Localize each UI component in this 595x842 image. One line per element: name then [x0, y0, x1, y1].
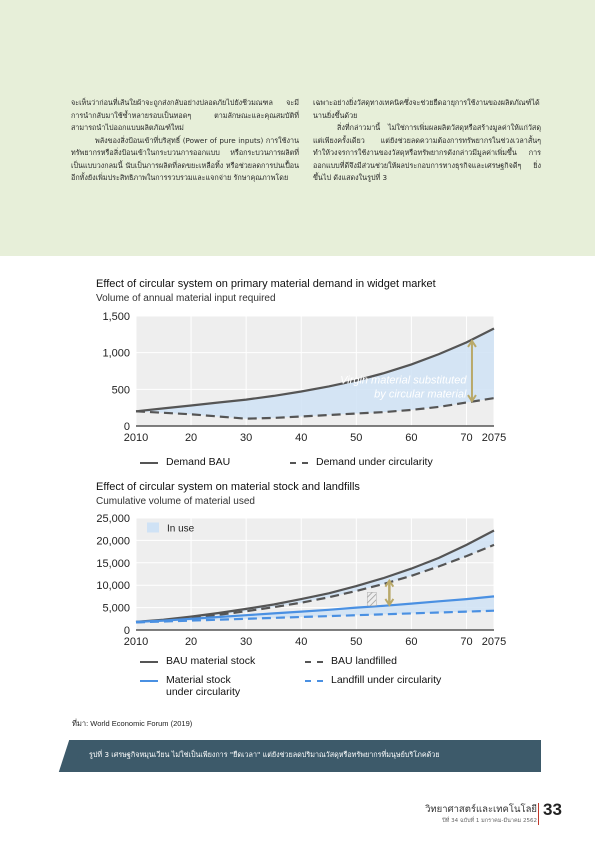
hatched-marker — [367, 592, 376, 605]
legend-swatch — [140, 661, 158, 663]
legend-swatch — [140, 680, 158, 682]
legend-label: BAU material stock — [166, 655, 256, 667]
x-tick-label: 40 — [295, 432, 308, 444]
chart2 — [90, 512, 510, 652]
legend-label: BAU landfilled — [331, 655, 397, 667]
x-tick-label: 20 — [184, 636, 198, 648]
legend-swatch — [147, 522, 159, 532]
x-tick-label: 2010 — [123, 432, 149, 444]
y-tick-label: 0 — [123, 625, 130, 637]
legend-label: Demand under circularity — [316, 456, 433, 468]
chart2-title: Effect of circular system on material stock and landfills — [96, 481, 360, 493]
legend-swatch — [305, 680, 323, 682]
figure-caption: รูปที่ 3 เศรษฐกิจหมุนเวียน ไม่ใช่เป็นเพียงการ "ยืดเวลา" แต่ยังช่วยลดปริมาณวัสดุหรือทรัพยากรที่มนุษย์บริโภคด้วย — [89, 750, 440, 759]
paragraph: จะเห็นว่าก่อนที่เส้นใยผ้าจะถูกส่งกลับอย่างปลอดภัยไปยังชีวมณฑล จะมีการนำกลับมาใช้ซ้ำหลายรอบเป็นทอดๆ ตามลักษณะและคุณสมบัติที่สามารถนำไปออกแบบผลิตภัณฑ์ใหม่ — [71, 98, 299, 132]
x-tick-label: 60 — [405, 636, 418, 648]
x-tick-label: 70 — [460, 432, 473, 444]
page-footer — [425, 802, 537, 825]
paragraph: พลังของสิ่งป้อนเข้าที่บริสุทธิ์ (Power of pure inputs) การใช้งานทรัพยากรหรือสิ่งป้อนเข้าในกระบวนการออกแบบ หรือกระบวนการผลิตที่เป็นแบบวงกลมนี้ นับเป็นการผลิตที่ลดขยะเหลือทิ้ง หรือช่วยลดการปนเปื้อน อีกทั้งยังเพิ่มประสิทธิภาพในการรวบรวมและแจกจ่าย รักษาคุณภาพโดย — [71, 135, 299, 182]
x-tick-label: 30 — [240, 432, 253, 444]
x-tick-label: 40 — [295, 636, 308, 648]
y-tick-label: 25,000 — [96, 513, 130, 525]
legend-swatch — [290, 462, 308, 464]
caption-tab — [59, 740, 83, 772]
chart1-legend — [140, 456, 500, 472]
x-tick-label: 2075 — [481, 636, 507, 648]
page-number: 33 — [543, 800, 562, 819]
x-tick-label: 30 — [240, 636, 253, 648]
legend-item — [140, 674, 240, 698]
body-column-right — [313, 97, 541, 185]
y-tick-label: 5,000 — [102, 602, 130, 615]
x-tick-label: 50 — [350, 636, 363, 648]
figure-source: ที่มา: World Economic Forum (2019) — [72, 719, 193, 728]
y-tick-label: 500 — [111, 384, 130, 397]
legend-label: Landfill under circularity — [331, 674, 442, 686]
page-divider — [538, 803, 539, 825]
legend-swatch — [305, 661, 323, 663]
y-tick-label: 10,000 — [96, 580, 130, 593]
chart1-title: Effect of circular system on primary material demand in widget market — [96, 278, 436, 290]
chart-annotation: by circular material — [374, 388, 467, 401]
y-tick-label: 15,000 — [96, 557, 130, 570]
body-column-left — [71, 97, 299, 185]
legend-label: Demand BAU — [166, 456, 231, 468]
legend-item — [290, 456, 433, 468]
legend-item — [305, 655, 397, 667]
x-tick-label: 70 — [460, 636, 473, 648]
x-tick-label: 60 — [405, 432, 418, 444]
x-tick-label: 20 — [184, 432, 198, 444]
figure-caption-bar — [71, 740, 541, 772]
legend-item — [140, 655, 255, 667]
x-tick-label: 2075 — [481, 432, 507, 444]
legend-label: Material stock under circularity — [166, 674, 241, 698]
x-tick-label: 50 — [350, 432, 363, 444]
paragraph: สิ่งที่กล่าวมานี้ ไม่ใช่การเพิ่มผลผลิตวัสดุหรือสร้างมูลค่าให้แก่วัสดุแต่เพียงครั้งเดียว แต่ยังช่วยลดความต้องการทรัพยากรในช่วงเวลาสั้นๆ ทำให้วงจรการใช้งานของวัสดุหรือทรัพยากรดังกล่าวมีมูลค่าเพิ่มขึ้น การออกแบบที่ดีจึงมีส่วนช่วยให้ผลประกอบการทางธุรกิจและเศรษฐกิจดีๆ ยิ่งขึ้นไป ดังแสดงในรูปที่ 3 — [313, 123, 541, 182]
magazine-name: วิทยาศาสตร์และเทคโนโลยี — [425, 804, 537, 815]
y-tick-label: 20,000 — [96, 535, 130, 548]
chart2-subtitle: Cumulative volume of material used — [96, 496, 255, 507]
chart-annotation: Virgin material substituted — [340, 374, 467, 387]
issue-info: ปีที่ 34 ฉบับที่ 1 มกราคม-มีนาคม 2562 — [442, 818, 537, 824]
legend-item — [305, 674, 441, 686]
y-tick-label: 0 — [123, 421, 130, 433]
legend-swatch — [140, 462, 158, 464]
paragraph: เฉพาะอย่างยิ่งวัสดุทางเทคนิคซึ่งจะช่วยยืดอายุการใช้งานของผลิตภัณฑ์ได้นานยิ่งขึ้นด้วย — [313, 98, 540, 120]
chart1 — [90, 310, 510, 450]
x-tick-label: 2010 — [123, 636, 149, 648]
chart-annotation: In use — [167, 523, 195, 535]
y-tick-label: 1,500 — [102, 311, 130, 323]
chart2-legend — [140, 655, 510, 705]
chart1-subtitle: Volume of annual material input required — [96, 293, 276, 304]
y-tick-label: 1,000 — [102, 347, 130, 360]
legend-item — [140, 456, 230, 468]
